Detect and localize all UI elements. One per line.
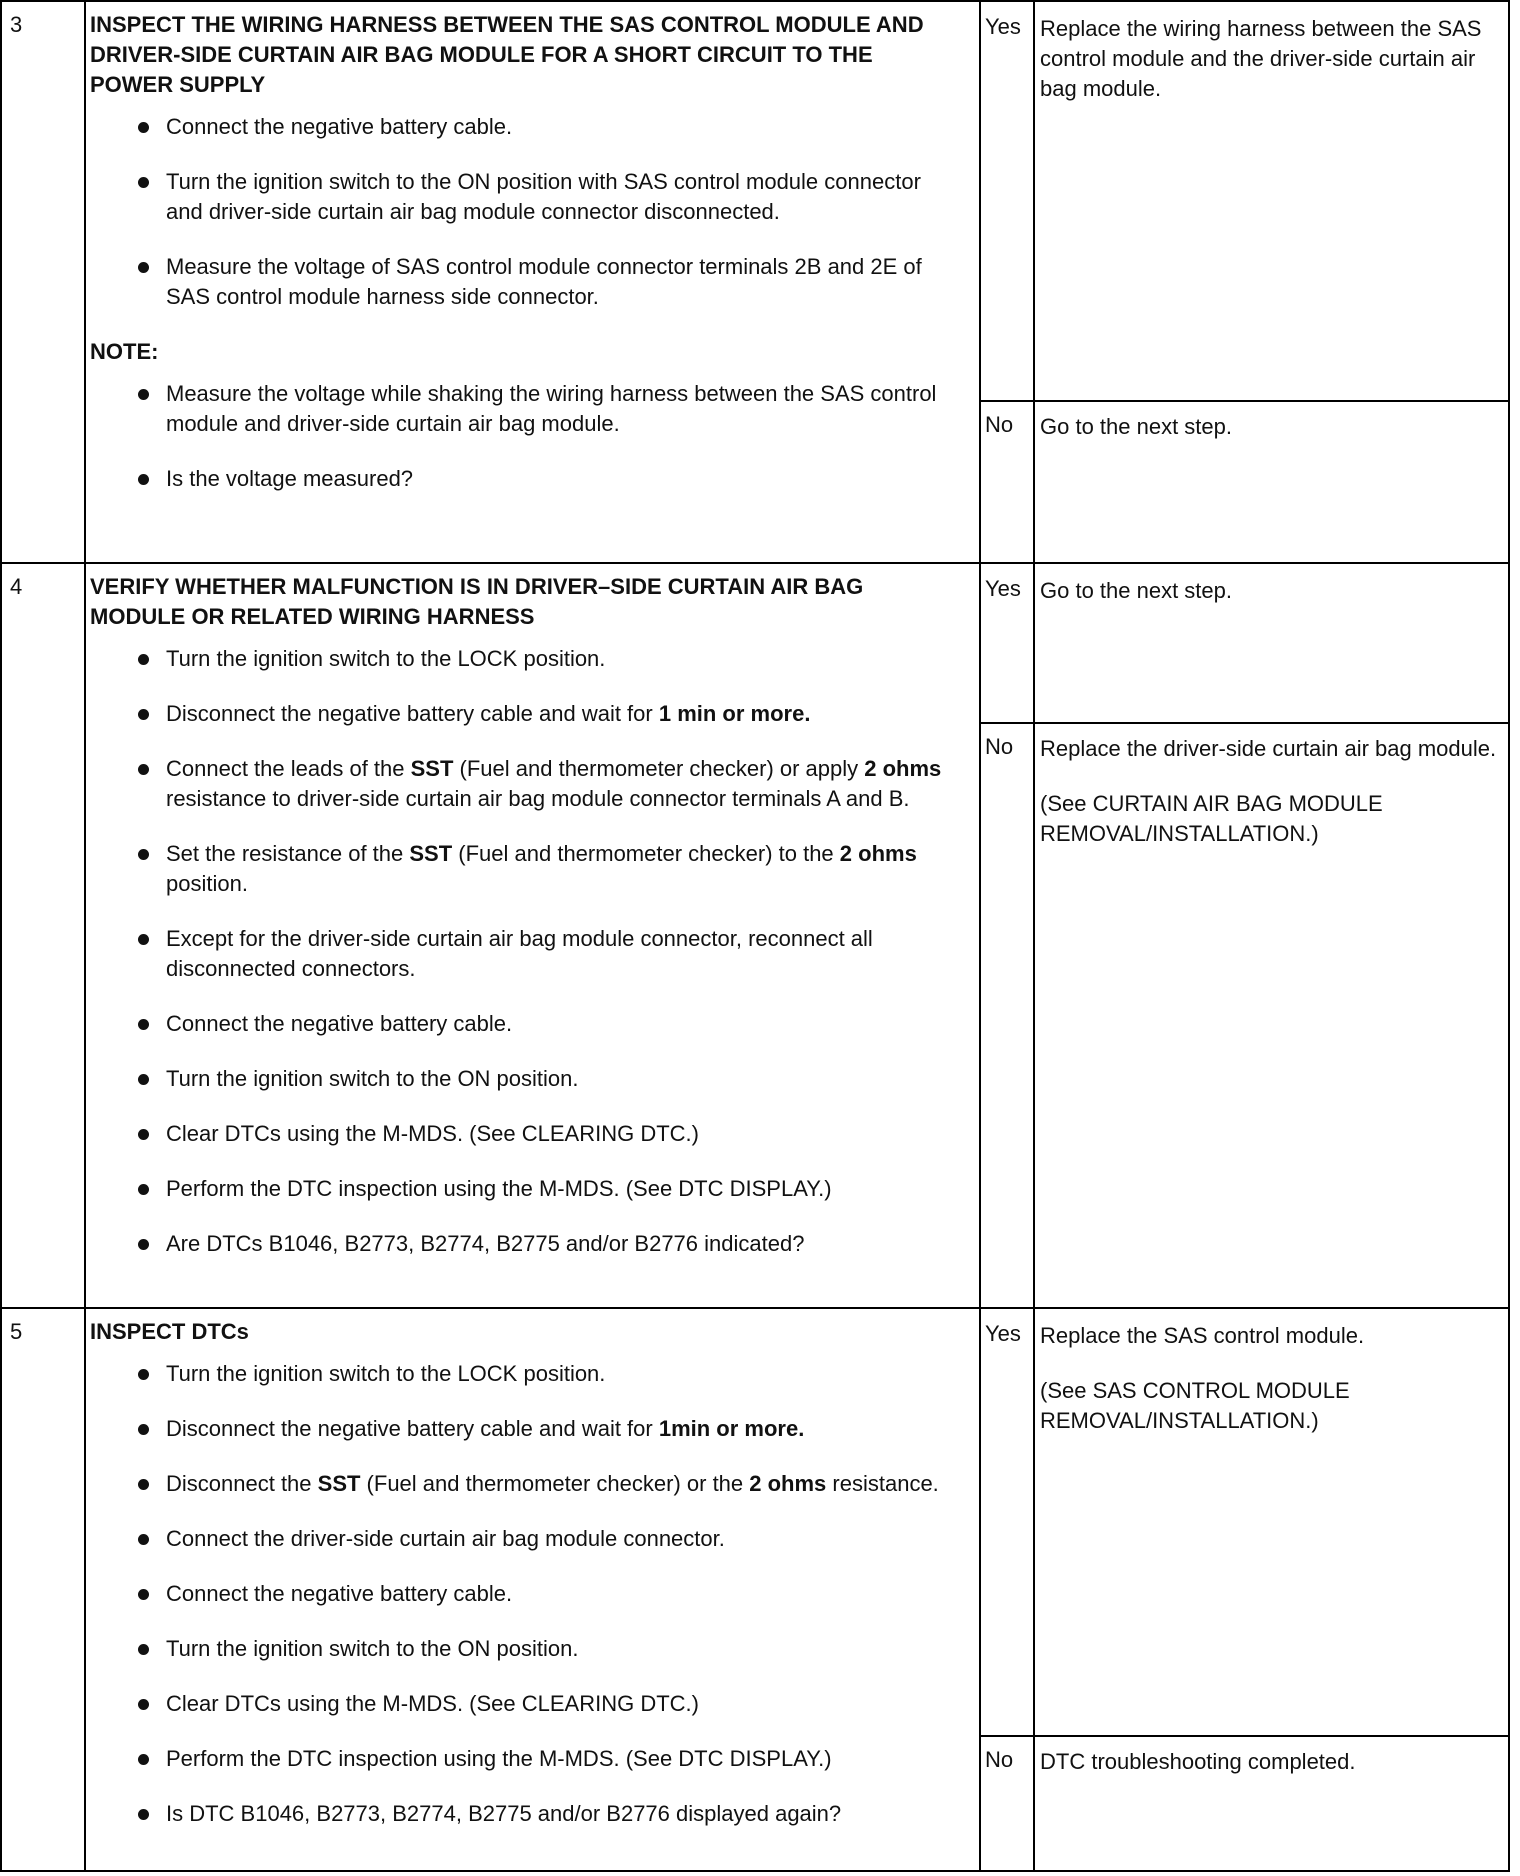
list-item: Except for the driver-side curtain air bag module connector, reconnect all disconnected connectors. — [90, 924, 960, 984]
no-action — [1040, 412, 1500, 442]
step-title: INSPECT THE WIRING HARNESS BETWEEN THE SAS CONTROL MODULE AND DRIVER-SIDE CURTAIN AIR BAG MODULE FOR A SHORT CIRCUIT TO THE POWER SUPPLY — [90, 12, 924, 97]
step-title: VERIFY WHETHER MALFUNCTION IS IN DRIVER–SIDE CURTAIN AIR BAG MODULE OR RELATED WIRING HARNESS — [90, 574, 864, 629]
column-divider — [84, 1309, 86, 1872]
column-divider — [84, 564, 86, 1307]
step-number: 5 — [10, 1319, 23, 1344]
note-bullets — [90, 379, 960, 494]
yes-label: Yes — [985, 576, 1021, 601]
no-action-text: Go to the next step. — [1040, 414, 1233, 439]
list-item: Disconnect the negative battery cable and wait for 1 min or more. — [90, 699, 960, 729]
list-item: Connect the driver-side curtain air bag module connector. — [90, 1524, 960, 1554]
yes-action-text: Replace the SAS control module. — [1040, 1323, 1365, 1348]
column-divider — [1033, 564, 1035, 1307]
yes-action-text: Go to the next step. — [1040, 578, 1233, 603]
column-divider — [1033, 1309, 1035, 1872]
no-label: No — [985, 412, 1014, 437]
step-bullets — [90, 644, 960, 1259]
column-divider — [84, 2, 86, 562]
yes-action-text: Replace the wiring harness between the SAS control module and the driver-side curtain air bag module. — [1040, 16, 1482, 101]
no-action — [1040, 1747, 1500, 1777]
list-item: Is the voltage measured? — [90, 464, 960, 494]
result-divider — [979, 400, 1508, 402]
step-bullets — [90, 1359, 960, 1829]
no-action — [1040, 734, 1500, 849]
no-action-reference: (See CURTAIN AIR BAG MODULE REMOVAL/INSTALLATION.) — [1040, 791, 1383, 846]
yes-action — [1040, 576, 1500, 606]
yes-label: Yes — [985, 14, 1021, 39]
list-item: Are DTCs B1046, B2773, B2774, B2775 and/or B2776 indicated? — [90, 1229, 960, 1259]
result-divider — [979, 1735, 1508, 1737]
step-row-4 — [2, 564, 1508, 1309]
list-item: Connect the leads of the SST (Fuel and thermometer checker) or apply 2 ohms resistance to driver-side curtain air bag module connector terminals A and B. — [90, 754, 960, 814]
list-item: Clear DTCs using the M-MDS. (See CLEARING DTC.) — [90, 1119, 960, 1149]
column-divider — [1033, 2, 1035, 562]
list-item: Measure the voltage of SAS control module connector terminals 2B and 2E of SAS control module harness side connector. — [90, 252, 960, 312]
list-item: Clear DTCs using the M-MDS. (See CLEARING DTC.) — [90, 1689, 960, 1719]
step-title: INSPECT DTCs — [90, 1319, 249, 1344]
list-item: Perform the DTC inspection using the M-MDS. (See DTC DISPLAY.) — [90, 1744, 960, 1774]
yes-action-reference: (See SAS CONTROL MODULE REMOVAL/INSTALLATION.) — [1040, 1378, 1350, 1433]
list-item: Turn the ignition switch to the ON position. — [90, 1064, 960, 1094]
list-item: Disconnect the negative battery cable and wait for 1min or more. — [90, 1414, 960, 1444]
no-action-text: DTC troubleshooting completed. — [1040, 1749, 1356, 1774]
list-item: Disconnect the SST (Fuel and thermometer checker) or the 2 ohms resistance. — [90, 1469, 960, 1499]
result-divider — [979, 722, 1508, 724]
step-content — [90, 1317, 960, 1829]
list-item: Connect the negative battery cable. — [90, 112, 960, 142]
step-row-3 — [2, 2, 1508, 564]
step-bullets — [90, 112, 960, 312]
list-item: Connect the negative battery cable. — [90, 1009, 960, 1039]
list-item: Turn the ignition switch to the LOCK position. — [90, 1359, 960, 1389]
column-divider — [979, 1309, 981, 1872]
column-divider — [979, 564, 981, 1307]
list-item: Turn the ignition switch to the LOCK position. — [90, 644, 960, 674]
list-item: Measure the voltage while shaking the wiring harness between the SAS control module and driver-side curtain air bag module. — [90, 379, 960, 439]
step-number: 4 — [10, 574, 23, 599]
step-content — [90, 572, 960, 1259]
list-item: Is DTC B1046, B2773, B2774, B2775 and/or B2776 displayed again? — [90, 1799, 960, 1829]
step-number: 3 — [10, 12, 23, 37]
no-label: No — [985, 1747, 1014, 1772]
step-row-5 — [2, 1309, 1508, 1872]
step-content — [90, 10, 960, 494]
yes-action — [1040, 14, 1500, 104]
column-divider — [979, 2, 981, 562]
yes-action — [1040, 1321, 1500, 1436]
no-label: No — [985, 734, 1014, 759]
no-action-text: Replace the driver-side curtain air bag module. — [1040, 736, 1497, 761]
list-item: Connect the negative battery cable. — [90, 1579, 960, 1609]
yes-label: Yes — [985, 1321, 1021, 1346]
note-label: NOTE: — [90, 339, 159, 364]
list-item: Turn the ignition switch to the ON position with SAS control module connector and driver-side curtain air bag module connector disconnected. — [90, 167, 960, 227]
list-item: Set the resistance of the SST (Fuel and thermometer checker) to the 2 ohms position. — [90, 839, 960, 899]
list-item: Perform the DTC inspection using the M-MDS. (See DTC DISPLAY.) — [90, 1174, 960, 1204]
list-item: Turn the ignition switch to the ON position. — [90, 1634, 960, 1664]
